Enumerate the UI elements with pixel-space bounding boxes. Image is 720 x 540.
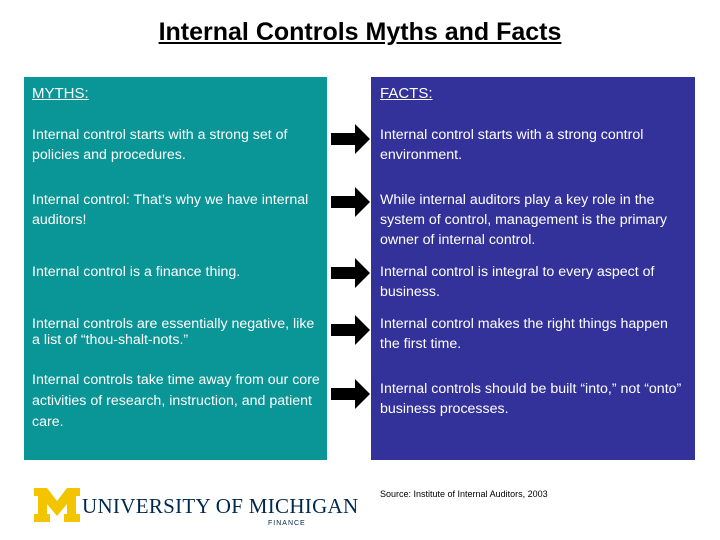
facts-heading: FACTS:	[380, 85, 433, 102]
fact-item-5: Internal controls should be built “into,” not “onto” business processes.	[380, 381, 682, 417]
fact-item-2: While internal auditors play a key role in the system of control, management is the primary owner of internal control.	[380, 192, 668, 248]
myth-item-2: Internal control: That’s why we have internal auditors!	[32, 192, 309, 228]
page-title: Internal Controls Myths and Facts	[158, 18, 562, 46]
myth-item-4: Internal controls are essentially negative, like a list of “thou-shalt-nots.”	[32, 316, 315, 348]
fact-item-4: Internal control makes the right things happen the first time.	[380, 316, 668, 352]
right-arrow-icon	[331, 378, 371, 410]
right-arrow-icon	[331, 186, 371, 218]
university-of-michigan-logo	[34, 488, 359, 532]
myth-item-3: Internal control is a finance thing.	[32, 264, 241, 280]
myth-item-5: Internal controls take time away from our core activities of research, instruction, and patient care.	[32, 372, 320, 430]
source-citation: Source: Institute of Internal Auditors, 2003	[380, 489, 548, 499]
right-arrow-icon	[331, 123, 371, 155]
myths-heading: MYTHS:	[32, 85, 89, 102]
right-arrow-icon	[331, 257, 371, 289]
logo-wordmark: UNIVERSITY OF MICHIGAN	[82, 494, 359, 518]
right-arrow-icon	[331, 314, 371, 346]
logo-subtitle: FINANCE	[268, 520, 306, 527]
block-m-icon	[34, 488, 80, 522]
myth-item-1: Internal control starts with a strong set of policies and procedures.	[32, 127, 288, 163]
fact-item-1: Internal control starts with a strong control environment.	[380, 127, 644, 163]
fact-item-3: Internal control is integral to every aspect of business.	[380, 264, 655, 300]
